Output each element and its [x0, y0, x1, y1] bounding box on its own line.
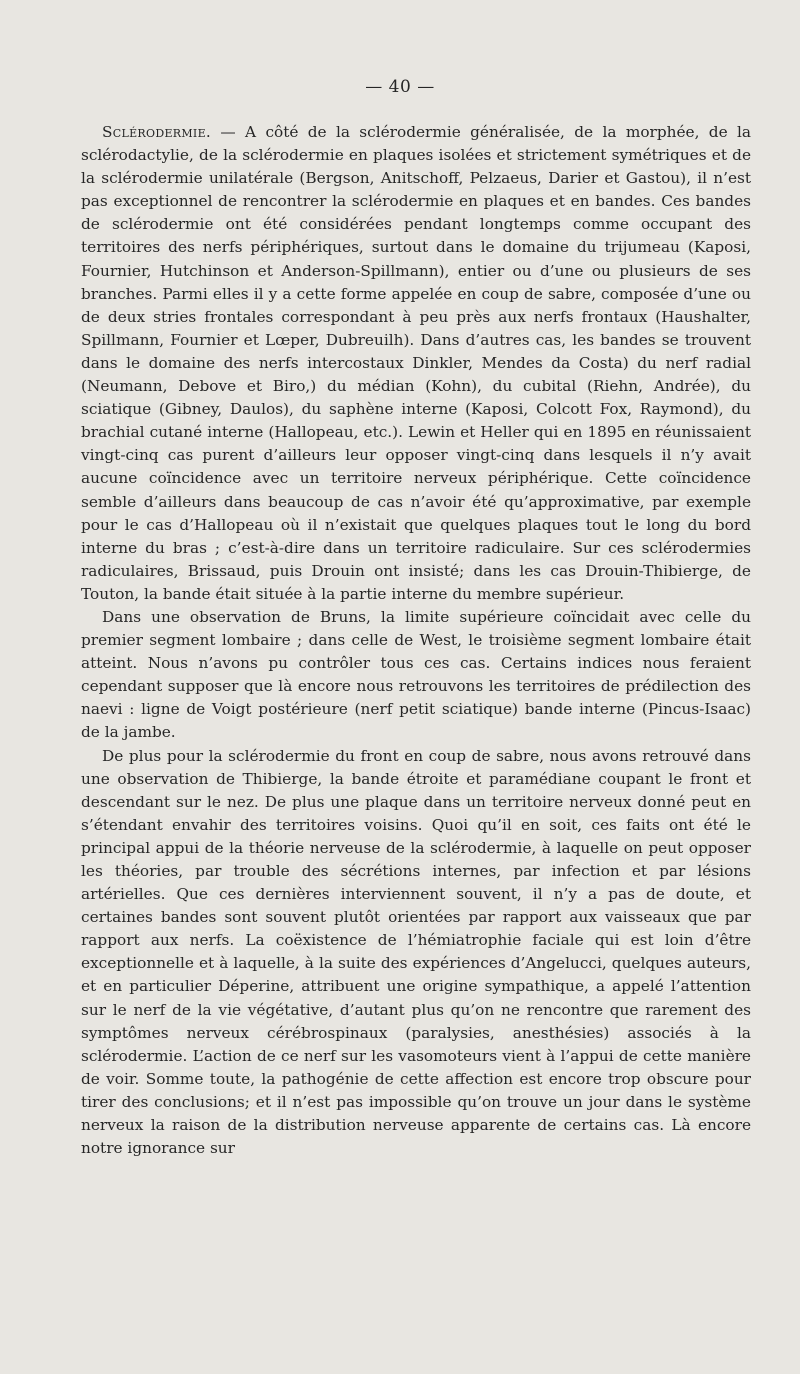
page-number: — 40 — — [365, 77, 435, 97]
body-text — [81, 121, 751, 1160]
paragraph-2: Dans une observation de Bruns, la limite supérieure coïncidait avec celle du premier segment lombaire ; dans celle de West, le troisième segment lombaire était atteint. Nous n’avons pu contrôler tous ces cas. Certains indices nous feraient cependant supposer que là encore nous retrouvons les territoires de prédilection des naevi : ligne de Voigt postérieure (nerf petit sciatique) bande interne (Pincus-Isaac) de la jambe. — [81, 607, 751, 742]
section-heading: Sclérodermie. — [102, 123, 212, 141]
paragraph-1 — [81, 121, 751, 606]
paragraph-1-text: — A côté de la sclérodermie généralisée, de la morphée, de la sclérodactylie, de la sclérodermie en plaques isolées et strictement symétriques et de la sclérodermie unilatérale (Bergson, Anitschoff, Pelzaeus, Darier et Gastou), il n’est pas exceptionnel de rencontrer la sclérodermie en plaques et en bandes. Ces bandes de sclérodermie ont été considérées pendant longtemps comme occupant des territoires des nerfs périphériques, surtout dans le domaine du trijumeau (Kaposi, Fournier, Hutchinson et Anderson-Spillmann), entier ou d’une ou plusieurs de ses branches. Parmi elles il y a cette forme appelée en coup de sabre, composée d’une ou de deux stries frontales correspondant à peu près aux nerfs frontaux (Haushalter, Spillmann, Fournier et Lœper, Dubreuilh). Dans d’autres cas, les bandes se trouvent dans le domaine des nerfs intercostaux Dinkler, Mendes da Costa) du nerf radial (Neumann, Debove et Biro,) du médian (Kohn), du cubital (Riehn, Andrée), du sciatique (Gibney, Daulos), du saphène interne (Kaposi, Colcott Fox, Raymond), du brachial cutané interne (Hallopeau, etc.). Lewin et Heller qui en 1895 en réunissaient vingt-cinq cas purent d’ailleurs leur opposer vingt-cinq dans lesquels il n’y avait aucune coïncidence avec un territoire nerveux périphérique. Cette coïncidence semble d’ailleurs dans beaucoup de cas n’avoir été qu’approximative, par exemple pour le cas d’Hallopeau où il n’existait que quelques plaques tout le long du bord interne du bras ; c’est-à-dire dans un territoire radiculaire. Sur ces sclérodermies radiculaires, Brissaud, puis Drouin ont insisté; dans les cas Drouin-Thibierge, de Touton, la bande était située à la partie interne du membre supérieur. — [81, 123, 751, 603]
paragraph-3: De plus pour la sclérodermie du front en coup de sabre, nous avons retrouvé dans une observation de Thibierge, la bande étroite et paramédiane coupant le front et descendant sur le nez. De plus une plaque dans un territoire nerveux donné peut en s’étendant envahir des territoires voisins. Quoi qu’il en soit, ces faits ont été le principal appui de la théorie nerveuse de la sclérodermie, à laquelle on peut opposer les théories, par trouble des sécrétions internes, par infection et par lésions artérielles. Que ces dernières interviennent souvent, il n’y a pas de doute, et certaines bandes sont souvent plutôt orientées par rapport aux vaisseaux que par rapport aux nerfs. La coëxistence de l’hémiatrophie faciale qui est loin d’être exceptionnelle et à laquelle, à la suite des expériences d’Angelucci, quelques auteurs, et en particulier Déperine, attribuent une origine sympathique, a appelé l’attention sur le nerf de la vie végétative, d’autant plus qu’on ne rencontre que rarement des symptômes nerveux cérébrospinaux (paralysies, anesthésies) associés à la sclérodermie. L’action de ce nerf sur les vasomoteurs vient à l’appui de cette manière de voir. Somme toute, la pathogénie de cette affection est encore trop obscure pour tirer des conclusions; et il n’est pas impossible qu’on trouve un jour dans le système nerveux la raison de la distribution nerveuse apparente de certains cas. Là encore notre ignorance sur — [81, 746, 751, 1158]
